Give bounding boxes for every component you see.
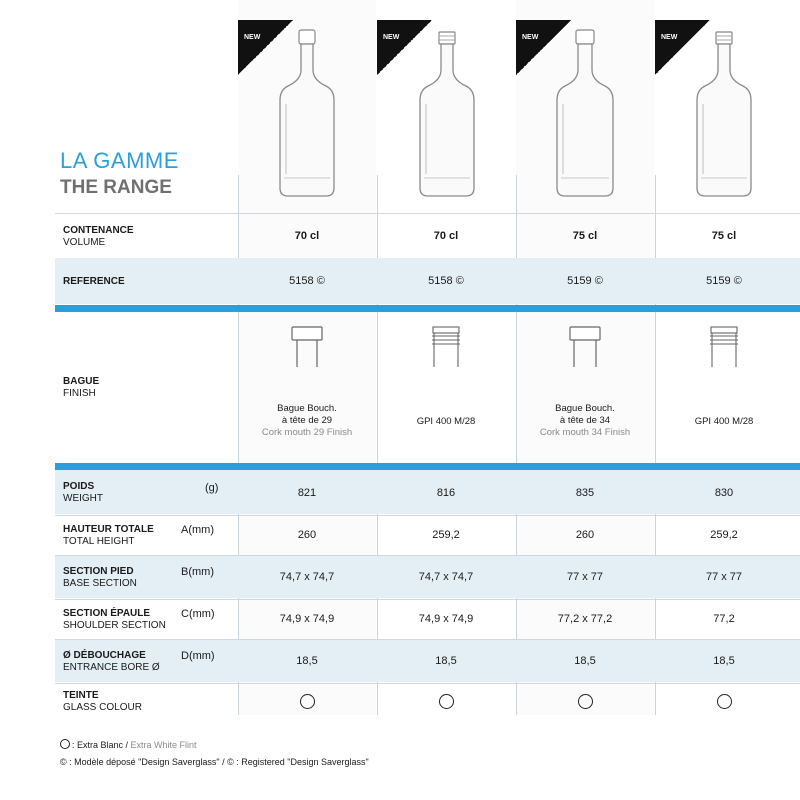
volume-label-fr: CONTENANCE (63, 225, 134, 236)
finish-text (516, 403, 654, 439)
colour-label-fr: TEINTE (63, 690, 99, 701)
circle-icon (717, 694, 732, 709)
finish-line1: GPI 400 M/28 (416, 416, 476, 427)
finish-line3: Cork mouth 29 Finish (261, 427, 353, 438)
cork-finish-icon (568, 325, 602, 369)
volume-row (55, 214, 800, 256)
base-value: 74,7 x 74,7 (279, 571, 335, 583)
shoulder-value: 77,2 x 77,2 (557, 613, 613, 625)
finish-text (655, 416, 793, 428)
weight-unit: (g) (205, 482, 219, 494)
volume-value: 70 cl (433, 230, 459, 242)
height-unit: A(mm) (181, 524, 214, 536)
shoulder-row (55, 600, 800, 638)
base-label-fr: SECTION PIED (63, 566, 134, 577)
bore-unit: D(mm) (181, 650, 215, 662)
base-value: 77 x 77 (566, 571, 604, 583)
shoulder-value: 74,9 x 74,9 (279, 613, 335, 625)
shoulder-label-fr: SECTION ÉPAULE (63, 608, 151, 619)
reference-value: 5159 © (706, 275, 742, 287)
gpi-finish-icon (707, 325, 741, 369)
reference-value: 5158 © (428, 275, 464, 287)
bore-label-en: ENTRANCE BORE Ø (63, 662, 160, 673)
bore-value: 18,5 (296, 655, 318, 667)
finish-line1: Bague Bouch. (277, 403, 337, 414)
base-value: 77 x 77 (705, 571, 743, 583)
footer-copyright: © : Modèle déposé "Design Saverglass" / © : Registered "Design Saverglass" (60, 757, 369, 767)
weight-value: 830 (714, 487, 734, 499)
weight-label-en: WEIGHT (63, 493, 103, 504)
circle-icon (60, 739, 70, 749)
bore-value: 18,5 (574, 655, 596, 667)
weight-label-fr: POIDS (63, 481, 95, 492)
finish-line1: GPI 400 M/28 (694, 416, 754, 427)
finish-line2: à tête de 34 (559, 415, 611, 426)
finish-line2: à tête de 29 (281, 415, 333, 426)
colour-label-en: GLASS COLOUR (63, 702, 142, 713)
finish-label-fr: BAGUE (63, 376, 100, 387)
finish-text (377, 416, 515, 428)
shoulder-label-en: SHOULDER SECTION (63, 620, 166, 631)
height-label-en: TOTAL HEIGHT (63, 536, 135, 547)
finish-label-en: FINISH (63, 388, 96, 399)
height-value: 260 (575, 529, 595, 541)
circle-icon (439, 694, 454, 709)
page-title (60, 150, 179, 197)
title-en: THE RANGE (60, 177, 172, 198)
circle-icon (300, 694, 315, 709)
new-ribbon-label: NEW (244, 34, 261, 41)
section-bar (55, 305, 800, 312)
height-value: 259,2 (710, 529, 738, 541)
finish-row (55, 312, 800, 462)
shoulder-unit: C(mm) (181, 608, 215, 620)
new-ribbon-label: NEW (383, 34, 400, 41)
height-value: 260 (297, 529, 317, 541)
volume-value: 75 cl (711, 230, 737, 242)
bore-label-fr: Ø DÉBOUCHAGE (63, 650, 146, 661)
finish-line3: Cork mouth 34 Finish (539, 427, 631, 438)
base-label-en: BASE SECTION (63, 578, 137, 589)
title-fr: LA GAMME (60, 148, 179, 173)
new-ribbon-label: NEW (661, 34, 678, 41)
finish-line1: Bague Bouch. (555, 403, 615, 414)
bore-value: 18,5 (435, 655, 457, 667)
reference-row (55, 258, 800, 304)
legend-fr: : Extra Blanc / (72, 740, 129, 750)
bottle-icon (554, 28, 616, 200)
bottle-icon (416, 28, 478, 200)
legend-en: Extra White Flint (130, 740, 197, 750)
base-row (55, 556, 800, 598)
footer-legend (60, 739, 197, 750)
weight-value: 835 (575, 487, 595, 499)
colour-row (55, 684, 800, 718)
shoulder-value: 77,2 (713, 613, 735, 625)
weight-value: 821 (297, 487, 317, 499)
base-unit: B(mm) (181, 566, 214, 578)
reference-value: 5159 © (567, 275, 603, 287)
bore-row (55, 640, 800, 682)
bore-value: 18,5 (713, 655, 735, 667)
reference-label-fr: REFERENCE (63, 276, 125, 287)
circle-icon (578, 694, 593, 709)
volume-value: 70 cl (294, 230, 320, 242)
height-row (55, 516, 800, 554)
gpi-finish-icon (429, 325, 463, 369)
section-bar (55, 463, 800, 470)
height-label-fr: HAUTEUR TOTALE (63, 524, 154, 535)
cork-finish-icon (290, 325, 324, 369)
finish-text (238, 403, 376, 439)
new-ribbon-label: NEW (522, 34, 539, 41)
weight-value: 816 (436, 487, 456, 499)
volume-value: 75 cl (572, 230, 598, 242)
weight-row (55, 470, 800, 514)
shoulder-value: 74,9 x 74,9 (418, 613, 474, 625)
bottle-icon (276, 28, 338, 200)
reference-value: 5158 © (289, 275, 325, 287)
base-value: 74,7 x 74,7 (418, 571, 474, 583)
bottle-icon (693, 28, 755, 200)
volume-label-en: VOLUME (63, 237, 106, 248)
height-value: 259,2 (432, 529, 460, 541)
